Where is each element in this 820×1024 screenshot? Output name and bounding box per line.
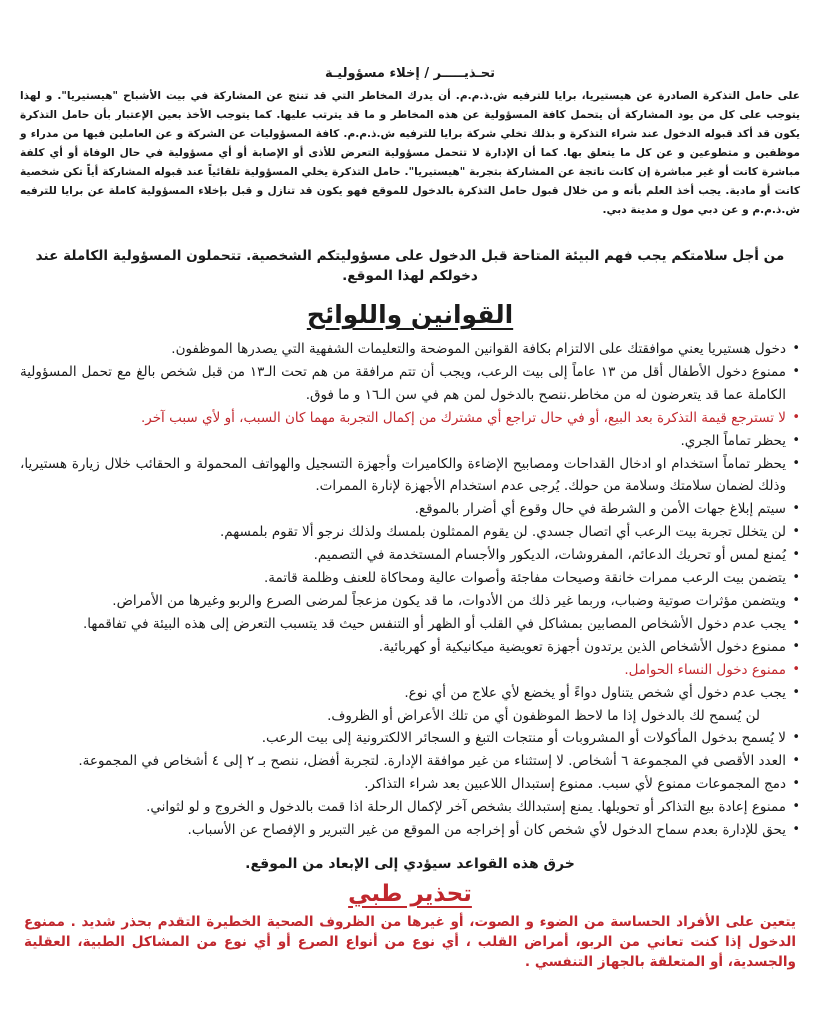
rule-item: • دمج المجموعات ممنوع لأي سبب. ممنوع إستبدال اللاعبين بعد شراء التذاكر. xyxy=(20,773,800,796)
rule-item: • لا يُسمح بدخول المأكولات أو المشروبات أو منتجات التبغ و السجائر الالكترونية إلى بيت الرعب. xyxy=(20,727,800,750)
rule-item: • يحق للإدارة بعدم سماح الدخول لأي شخص كان أو إخراجه من الموقع من غير التبرير و الإفصاح عن الأسباب. xyxy=(20,819,800,842)
rule-item: • سيتم إبلاغ جهات الأمن و الشرطة في حال وقوع أي أضرار بالموقع. xyxy=(20,498,800,521)
violation-note: خرق هذه القواعد سيؤدي إلى الإبعاد من الموقع. xyxy=(245,855,575,872)
medical-warning-heading xyxy=(14,880,806,908)
rule-item: • يجب عدم دخول الأشخاص المصابين بمشاكل في القلب أو الظهر أو التنفس حيث قد يتسبب التعرض إلى هذه البيئة في تفاقمها. xyxy=(20,613,800,636)
medical-warning-body: يتعين على الأفراد الحساسة من الضوء و الصوت، أو غيرها من الظروف الصحية الخطيرة التقدم بحذر شديد . ممنوع الدخول إذا كنت تعاني من الربو، أمراض القلب ، أي نوع من أنواع الصرع أو أي نوع من المشاكل الطبية، العقلية والجسدية، أو المتعلقة بالجهاز التنفسي . xyxy=(24,913,796,970)
rules-list xyxy=(14,338,806,842)
rules-heading-text: القوانين واللوائح xyxy=(306,300,514,329)
rule-item: • يتضمن بيت الرعب ممرات خانقة وصيحات مفاجئة وأصوات عالية ومحاكاة للعنف وظلمة قاتمة. xyxy=(20,567,800,590)
disclaimer-title: تحـذيـــــر / إخلاء مسؤوليـة xyxy=(324,66,496,81)
rule-item: • ممنوع دخول الأطفال أقل من ١٣ عاماً إلى بيت الرعب، ويجب أن تتم مرافقة من هم تحت الـ١٣ من قبل شخص بالغ مع تحمل المسؤولية الكاملة عما قد يتعرضون له من مخاطر.ننصح بالدخول لمن هم في سن الـ١٦ و ما فوق. xyxy=(20,361,800,407)
rule-item: • يجب عدم دخول أي شخص يتناول دواءً أو يخضع لأي علاج من أي نوع. xyxy=(20,682,800,705)
rule-item: • لن يتخلل تجربة بيت الرعب أي اتصال جسدي. لن يقوم الممثلون بلمسك ولذلك نرجو ألا تقوم بلمسهم. xyxy=(20,521,800,544)
rules-heading xyxy=(14,300,806,330)
rule-item: • ممنوع دخول الأشخاص الذين يرتدون أجهزة تعويضية ميكانيكية أو كهربائية. xyxy=(20,636,800,659)
rule-item: • العدد الأقصى في المجموعة ٦ أشخاص. لا إستثناء من غير موافقة الإدارة. لتجربة أفضل، ننصح بـ ٢ إلى ٤ أشخاص في المجموعة. xyxy=(20,750,800,773)
rule-item: • ممنوع إعادة بيع التذاكر أو تحويلها. يمنع إستبدالك بشخص آخر لإكمال الرحلة اذا قمت بالدخول و الخروج و لو لثواني. xyxy=(20,796,800,819)
rule-item: • ممنوع دخول النساء الحوامل. xyxy=(20,659,800,682)
rule-item: لن يُسمح لك بالدخول إذا ما لاحظ الموظفون أي من تلك الأعراض أو الظروف. xyxy=(327,707,760,724)
rule-item: • ويتضمن مؤثرات صوتية وضباب، وربما غير ذلك من الأدوات، ما قد يكون مزعجاً لمرضى الصرع والربو وغيرها من الأمراض. xyxy=(20,590,800,613)
rule-item: • يُمنع لمس أو تحريك الدعائم، المفروشات، الديكور والأجسام المستخدمة في التصميم. xyxy=(20,544,800,567)
rule-item: • يحظر تماماً استخدام او ادخال القداحات ومصابيح الإضاءة والكاميرات وأجهزة التسجيل والهواتف المحمولة و الحقائب خلال زيارة هستيريا، وذلك لضمان سلامتك وسلامة من حولك. يُرجى عدم استخدام الأجهزة لإنارة الممرات. xyxy=(20,453,800,499)
rule-item: • لا تسترجع قيمة التذكرة بعد البيع، أو في حال تراجع أي مشترك من إكمال التجربة مهما كان السبب، أو لأي سبب آخر. xyxy=(20,407,800,430)
safety-intro: من أجل سلامتكم يجب فهم البيئة المتاحة قبل الدخول على مسؤوليتكم الشخصية. تتحملون المسؤولية الكاملة عند دخولكم لهذا الموقع. xyxy=(35,248,785,284)
disclaimer-body: على حامل التذكرة الصادرة عن هيستيريا، برايا للترفيه ش.ذ.م.م. أن يدرك المخاطر التي قد تنتج عن المشاركة في بيت الأشباح "هيستيريا". و لهذا يتوجب على كل من يود المشاركة أن يتحمل كافة المسؤولية عن هذه المخاطر و ما قد يترتب عليها. كما يتوجب الأخذ بعين الإعتبار بأن حامل التذكرة يكون قد أكد قبوله الدخول عند شراء التذكرة و بذلك تخلي شركة برايا للترفيه ش.ذ.م.م. كافة المسؤوليات عن الشركة و عن العاملين فيها من مدراء و موظفين و متطوعين و عن كل ما يتعلق بها. كما أن الإدارة لا تتحمل مسؤولية التعرض للأذى أو الإصابة أو أي مسؤولية في حال الوفاة أو أي كلفة مباشرة كانت أو غير مباشرة إن كانت ناتجة عن المشاركة بتجربة "هيستيريا". حامل التذكرة يخلي المسؤولية تلقائياً عند قبوله المشاركة أياً تكن شخصية كانت أو مادية. يجب أخذ العلم بأنه و من خلال قبول حامل التذكرة بالدخول للموقع فهو يكون قد تنازل و قبل بإخلاء المسؤولية كاملة عن برايا للترفيه ش.ذ.م.م و عن دبي مول و مدينة دبي. xyxy=(20,90,800,216)
rule-item: • يحظر تماماً الجري. xyxy=(20,430,800,453)
medical-warning-heading-text: تحذير طبي xyxy=(348,880,472,907)
rule-item: • دخول هستيريا يعني موافقتك على الالتزام بكافة القوانين الموضحة والتعليمات الشفهية التي يصدرها الموظفون. xyxy=(20,338,800,361)
